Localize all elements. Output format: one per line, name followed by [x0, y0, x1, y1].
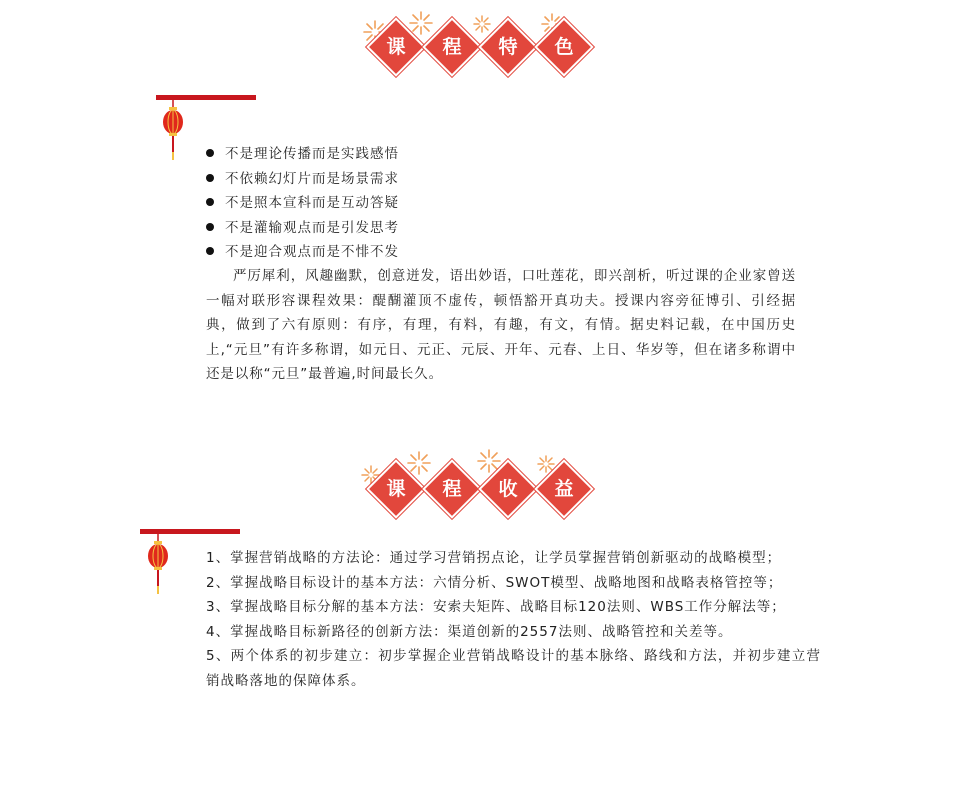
lantern-icon	[146, 534, 170, 596]
list-item: 3、掌握战略目标分解的基本方法：安索夫矩阵、战略目标120法则、WBS工作分解法等；	[206, 599, 786, 615]
bullet-dot-icon	[206, 223, 214, 231]
title-char: 课	[386, 478, 406, 500]
bullet-dot-icon	[206, 174, 214, 182]
list-item: 不是灌输观点而是引发思考	[206, 216, 399, 241]
title-char: 特	[498, 36, 518, 58]
list-item: 不是理论传播而是实践感悟	[206, 142, 399, 167]
bullet-dot-icon	[206, 247, 214, 255]
list-item: 5、两个体系的初步建立：初步掌握企业营销战略设计的基本脉络、路线和方法，并初步建立营销战略落地的保障体系。	[206, 648, 821, 689]
list-item: 不依赖幻灯片而是场景需求	[206, 167, 399, 192]
feature-bullet-list	[206, 142, 399, 265]
title-char: 程	[442, 478, 462, 500]
title-char: 收	[498, 478, 518, 500]
title-char: 益	[554, 478, 574, 500]
benefit-list	[206, 546, 821, 693]
title-char: 色	[554, 36, 574, 58]
section-title-features	[0, 0, 957, 90]
lantern-icon	[161, 100, 185, 162]
list-item: 4、掌握战略目标新路径的创新方法：渠道创新的2557法则、战略管控和关差等。	[206, 623, 733, 640]
bullet-dot-icon	[206, 198, 214, 206]
section-title-benefits	[0, 442, 957, 532]
title-char: 程	[442, 36, 462, 58]
list-item: 2、掌握战略目标设计的基本方法：六情分析、SWOT模型、战略地图和战略表格管控等；	[206, 574, 783, 591]
list-item: 不是照本宣科而是互动答疑	[206, 191, 399, 216]
list-item: 不是迎合观点而是不悱不发	[206, 240, 399, 265]
title-char: 课	[386, 36, 406, 58]
list-item: 1、掌握营销战略的方法论：通过学习营销拐点论，让学员掌握营销创新驱动的战略模型；	[206, 550, 782, 566]
bullet-dot-icon	[206, 149, 214, 157]
feature-paragraph: 严厉犀利，风趣幽默，创意迸发，语出妙语，口吐莲花，即兴剖析，听过课的企业家曾送一幅对联形容课程效果：醍醐灌顶不虚传，顿悟豁开真功夫。授课内容旁征博引、引经据典，做到了六有原则：有序，有理，有料，有趣，有文，有情。据史料记载，在中国历史上,“元旦”有许多称谓，如元日、元正、元辰、开年、元春、上日、华岁等，但在诸多称谓中还是以称“元旦”最普遍,时间最长久。	[206, 268, 796, 382]
